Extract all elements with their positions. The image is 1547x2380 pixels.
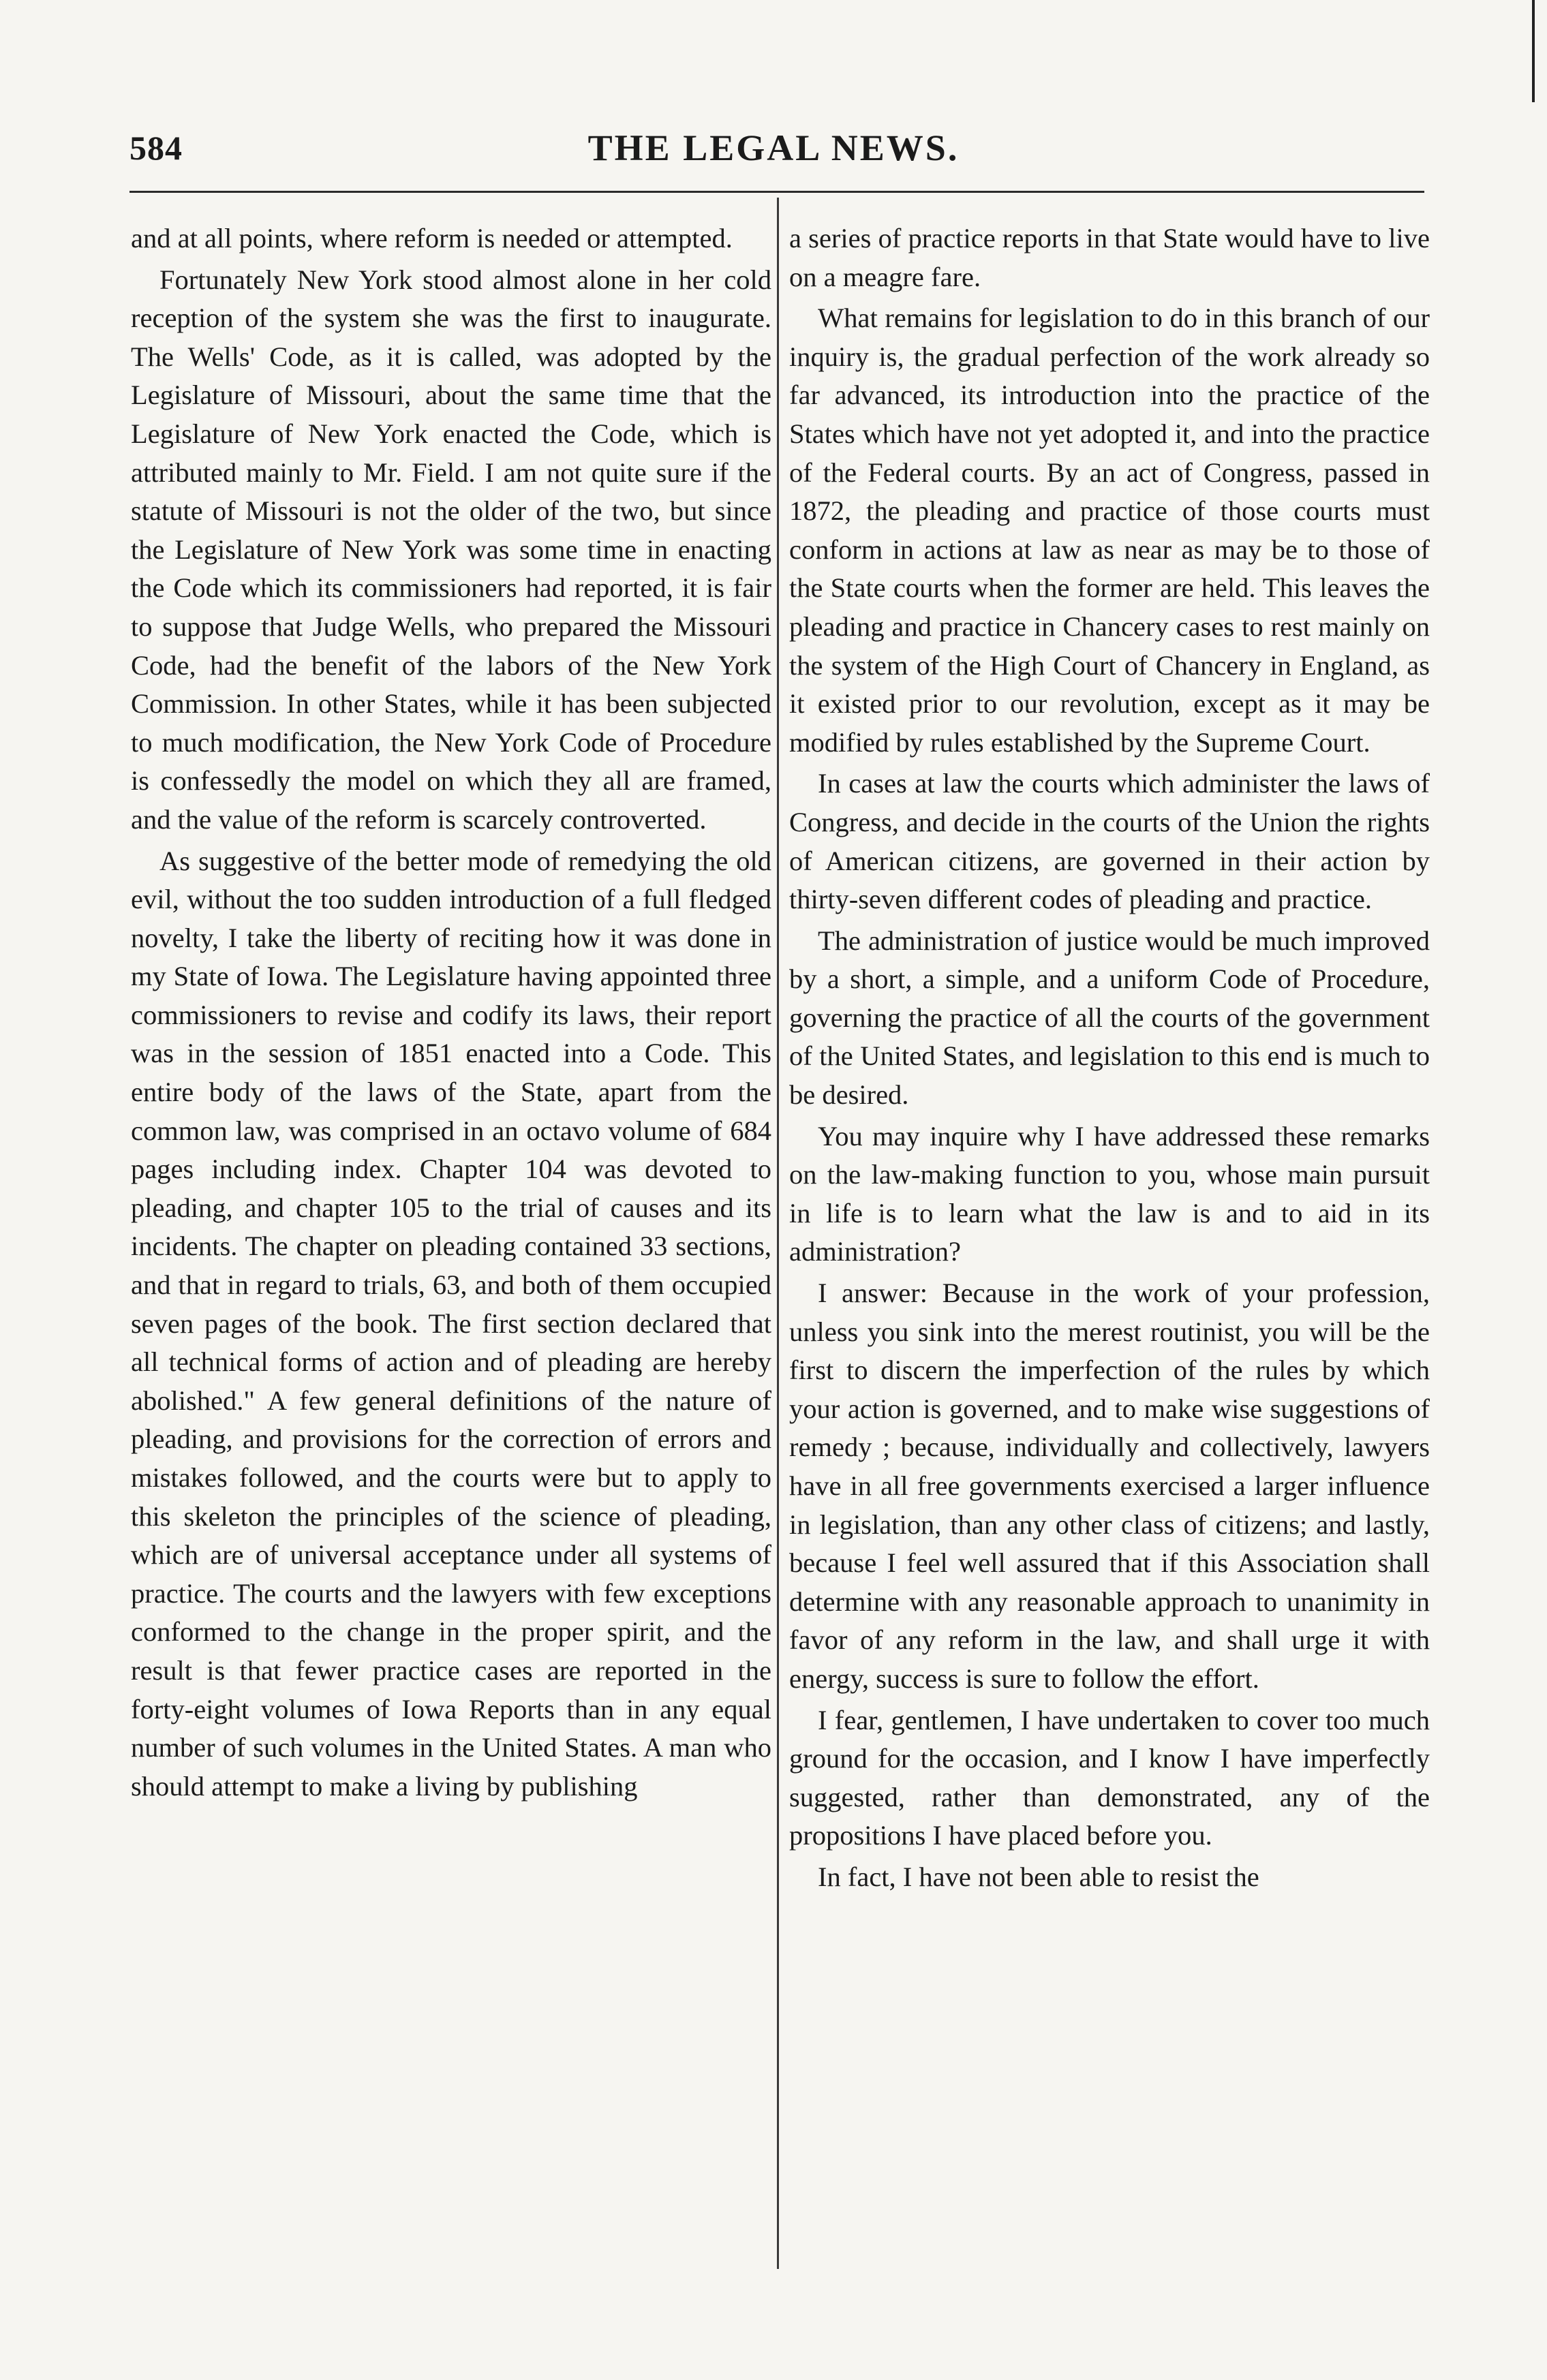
paragraph: In fact, I have not been able to resist the <box>818 1861 1259 1892</box>
paragraph: Fortunately New York stood almost alone in her cold reception of the system she was the first to inaugurate. The Wells' Code, as it is called, was adopted by the Legislature of Missouri, about the same time that the Legislature of New York enacted the Code, which is attributed mainly to Mr. Field. I am not quite sure if the statute of Missouri is not the older of the two, but since the Legislature of New York was some time in enacting the Code which its commissioners had reported, it is fair to suppose that Judge Wells, who prepared the Missouri Code, had the benefit of the labors of the New York Commission. In other States, while it has been subjected to much modification, the New York Code of Procedure is confessedly the model on which they all are framed, and the value of the reform is scarcely controverted. <box>131 264 771 835</box>
paragraph: As suggestive of the better mode of remedying the old evil, without the too sudden introduction of a full fledged novelty, I take the liberty of reciting how it was done in my State of Iowa. The Legislature having appointed three commissioners to revise and codify its laws, their report was in the session of 1851 enacted into a Code. This entire body of the laws of the State, apart from the common law, was comprised in an octavo volume of 684 pages including index. Chapter 104 was devoted to pleading, and chapter 105 to the trial of causes and its incidents. The chapter on pleading contained 33 sections, and that in regard to trials, 63, and both of them occupied seven pages of the book. The first section declared that all technical forms of action and of pleading are hereby abolished." A few general definitions of the nature of pleading, and provisions for the correction of errors and mistakes followed, and the courts were but to apply to this skeleton the principles of the science of pleading, which are of universal acceptance under all systems of practice. The courts and the lawyers with few exceptions conformed to the change in the proper spirit, and the result is that fewer practice cases are reported in the forty-eight volumes of Iowa Reports than in any equal number of such volumes in the United States. A man who should attempt to make a living by publishing <box>131 845 771 1802</box>
paragraph: In cases at law the courts which administer the laws of Congress, and decide in the courts of the Union the rights of American citizens, are governed in their action by thirty-seven different codes of pleading and practice. <box>789 768 1430 915</box>
column-divider <box>777 198 779 2269</box>
paragraph: I answer: Because in the work of your profession, unless you sink into the merest routinist, you will be the first to discern the imperfection of the rules by which your action is governed, and to make wise suggestions of remedy ; because, individually and collectively, lawyers have in all free governments exercised a larger influence in legislation, than any other class of citizens; and lastly, because I feel well assured that if this Association shall determine with any reasonable approach to unanimity in favor of any reform in the law, and shall urge it with energy, success is sure to follow the effort. <box>789 1278 1430 1694</box>
paragraph: The administration of justice would be much improved by a short, a simple, and a uniform Code of Procedure, governing the practice of all the courts of the government of the United States, and legislation to this end is much to be desired. <box>789 925 1430 1111</box>
paragraph: a series of practice reports in that State would have to live on a meagre fare. <box>789 223 1430 292</box>
right-column <box>789 219 1430 1900</box>
page-number: 584 <box>129 129 183 167</box>
paragraph: What remains for legislation to do in this branch of our inquiry is, the gradual perfection of the work already so far advanced, its introduction into the practice of the States which have not yet adopted it, and into the practice of the Federal courts. By an act of Congress, passed in 1872, the pleading and practice of those courts must conform in actions at law as near as may be to those of the State courts when the former are held. This leaves the pleading and practice in Chancery cases to rest mainly on the system of the High Court of Chancery in England, as it existed prior to our revolution, except as it may be modified by rules established by the Supreme Court. <box>789 303 1430 758</box>
running-head: THE LEGAL NEWS. <box>587 127 960 168</box>
header-rule <box>129 191 1424 193</box>
paragraph: I fear, gentlemen, I have undertaken to cover too much ground for the occasion, and I know I have imperfectly suggested, rather than demonstrated, any of the propositions I have placed before you. <box>789 1704 1430 1851</box>
page-edge-mark <box>1532 0 1535 102</box>
left-column <box>131 219 771 1808</box>
paragraph: and at all points, where reform is needed or attempted. <box>131 223 733 253</box>
paragraph: You may inquire why I have addressed these remarks on the law-making function to you, whose main pursuit in life is to learn what the law is and to aid in its administration? <box>789 1120 1430 1267</box>
